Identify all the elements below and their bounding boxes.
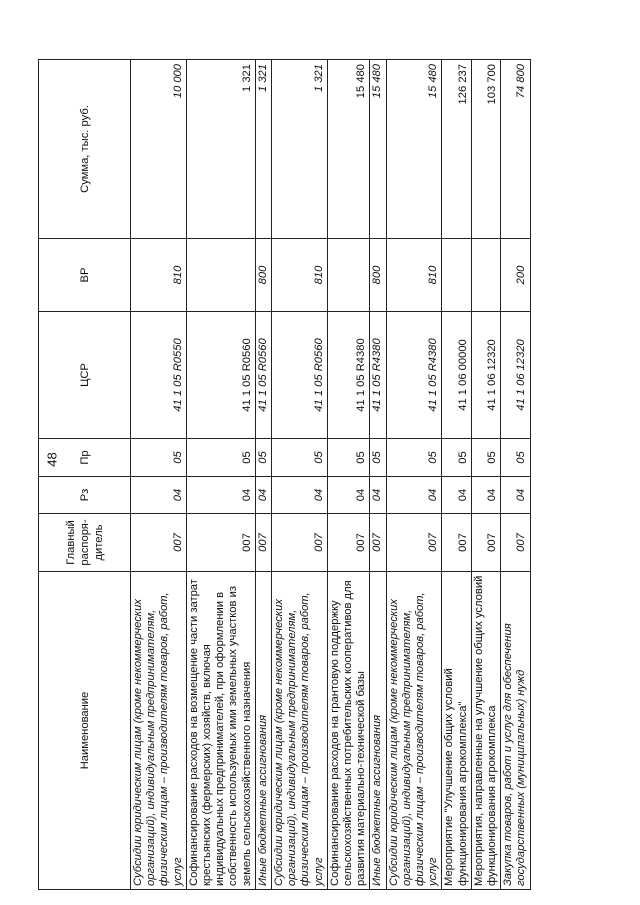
cell-rz: 04 [131,477,187,514]
cell-rz: 04 [386,477,442,514]
cell-name: Субсидии юридическим лицам (кроме некоммерческих организаций), индивидуальным предпринимателям, физическим лицам – производителям товаров, работ, услуг [272,572,328,890]
cell-pr: 05 [255,439,271,477]
cell-csr: 41 1 05 R0560 [186,312,255,439]
cell-rz: 04 [471,477,500,514]
cell-name: Софинансирование расходов на возмещение части затрат крестьянских (фермерских) хозяйств, включая индивидуальных предпринимателей, при оформлении в собственность используемых ими земельных участков из земель сельскохозяйственного назначения [186,572,255,890]
cell-gr: 007 [327,514,370,572]
cell-sum: 15 480 [370,60,386,239]
header-gr: Главный распоря-дитель [39,514,131,572]
cell-vr: 810 [386,239,442,312]
cell-gr: 007 [255,514,271,572]
cell-pr: 05 [442,439,471,477]
cell-rz: 04 [501,477,530,514]
cell-pr: 05 [327,439,370,477]
cell-gr: 007 [131,514,187,572]
cell-sum: 1 321 [255,60,271,239]
cell-vr [442,239,471,312]
cell-pr: 05 [501,439,530,477]
header-sum: Сумма, тыс. руб. [39,60,131,239]
table-row [386,60,442,890]
budget-table [38,59,531,890]
cell-gr: 007 [186,514,255,572]
cell-gr: 007 [370,514,386,572]
table-body [131,60,531,890]
table-row [272,60,328,890]
cell-name: Иные бюджетные ассигнования [255,572,271,890]
cell-sum: 10 000 [131,60,187,239]
table-row [471,60,500,890]
cell-gr: 007 [501,514,530,572]
cell-sum: 1 321 [186,60,255,239]
cell-vr: 800 [255,239,271,312]
cell-sum: 103 700 [471,60,500,239]
header-name: Наименование [39,572,131,890]
header-vr: ВР [39,239,131,312]
cell-name: Мероприятие "Улучшение общих условий функционирования агрокомплекса" [442,572,471,890]
table-row [186,60,255,890]
cell-gr: 007 [272,514,328,572]
header-rz: Рз [39,477,131,514]
budget-table-container [38,60,554,890]
cell-name: Софинансирование расходов на грантовую поддержку сельскохозяйственных потребительских кооперативов для развития материально-технической базы [327,572,370,890]
cell-csr: 41 1 05 R4380 [327,312,370,439]
page-number: 48 [44,452,60,467]
table-row [501,60,530,890]
cell-rz: 04 [255,477,271,514]
cell-sum: 15 480 [327,60,370,239]
cell-gr: 007 [471,514,500,572]
cell-pr: 05 [386,439,442,477]
cell-vr [471,239,500,312]
table-row [131,60,187,890]
cell-vr [327,239,370,312]
cell-gr: 007 [442,514,471,572]
cell-vr [186,239,255,312]
cell-rz: 04 [370,477,386,514]
cell-csr: 41 1 05 R4380 [386,312,442,439]
cell-vr: 200 [501,239,530,312]
cell-csr: 41 1 05 R0550 [131,312,187,439]
cell-sum: 15 480 [386,60,442,239]
cell-rz: 04 [442,477,471,514]
table-row [442,60,471,890]
cell-csr: 41 1 06 00000 [442,312,471,439]
cell-rz: 04 [186,477,255,514]
cell-sum: 74 800 [501,60,530,239]
cell-name: Иные бюджетные ассигнования [370,572,386,890]
cell-gr: 007 [386,514,442,572]
header-csr: ЦСР [39,312,131,439]
cell-csr: 41 1 06 12320 [471,312,500,439]
table-row [327,60,370,890]
table-row [255,60,271,890]
cell-vr: 810 [131,239,187,312]
cell-rz: 04 [272,477,328,514]
cell-pr: 05 [471,439,500,477]
table-row [370,60,386,890]
cell-vr: 800 [370,239,386,312]
cell-name: Мероприятия, направленные на улучшение общих условий функционирования агрокомплекса [471,572,500,890]
cell-vr: 810 [272,239,328,312]
cell-sum: 1 321 [272,60,328,239]
header-pr: Пр [39,439,131,477]
cell-csr: 41 1 05 R0560 [272,312,328,439]
cell-sum: 126 237 [442,60,471,239]
cell-pr: 05 [370,439,386,477]
cell-csr: 41 1 05 R4380 [370,312,386,439]
cell-csr: 41 1 06 12320 [501,312,530,439]
cell-name: Субсидии юридическим лицам (кроме некоммерческих организаций), индивидуальным предпринимателям, физическим лицам – производителям товаров, работ, услуг [386,572,442,890]
cell-pr: 05 [186,439,255,477]
cell-pr: 05 [272,439,328,477]
cell-name: Субсидии юридическим лицам (кроме некоммерческих организаций), индивидуальным предпринимателям, физическим лицам – производителям товаров, работ, услуг [131,572,187,890]
table-header-row [39,60,131,890]
cell-rz: 04 [327,477,370,514]
cell-pr: 05 [131,439,187,477]
cell-name: Закупка товаров, работ и услуг для обеспечения государственных (муниципальных) нужд [501,572,530,890]
cell-csr: 41 1 05 R0560 [255,312,271,439]
